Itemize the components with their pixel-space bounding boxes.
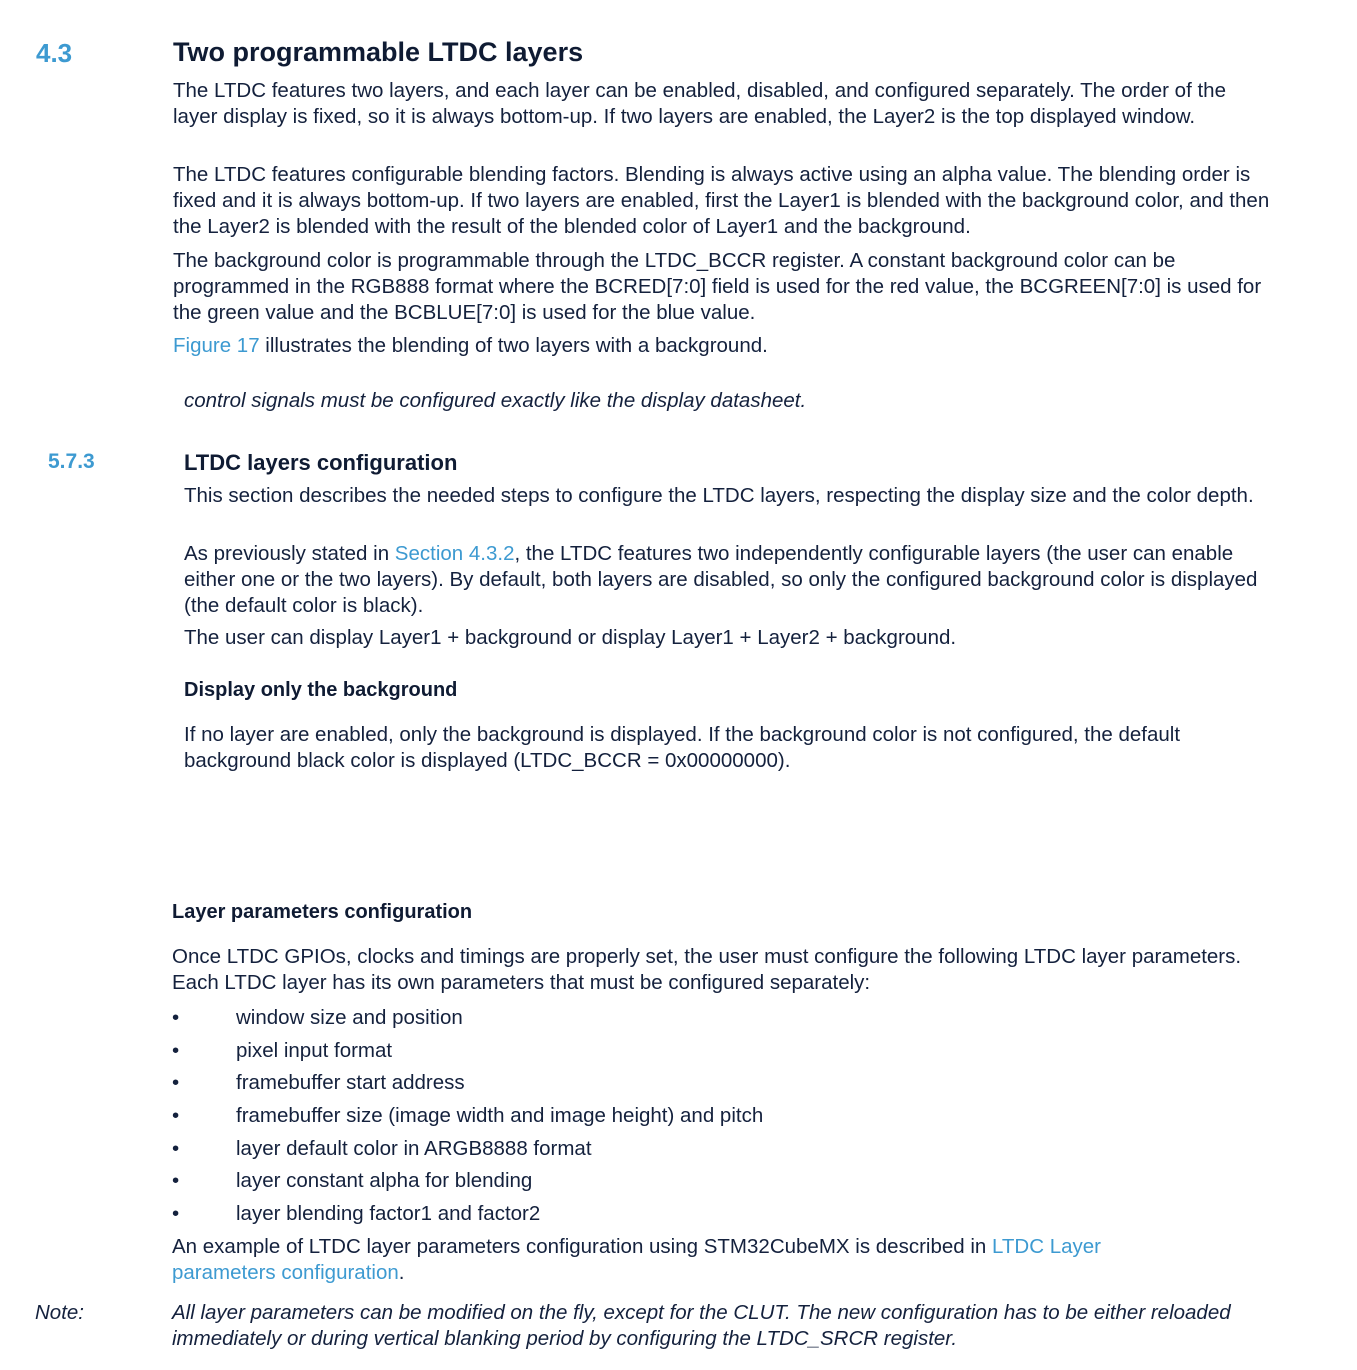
paragraph-text: As previously stated in: [184, 542, 395, 565]
paragraph-text: illustrates the blending of two layers with a background.: [259, 334, 768, 357]
bullet-icon: •: [172, 1169, 180, 1193]
section-number: 4.3: [36, 38, 73, 68]
subsection-title: Layer parameters configuration: [172, 901, 473, 923]
list-item: • window size and position: [172, 1006, 463, 1029]
paragraph: This section describes the needed steps to configure the LTDC layers, respecting the display size and the color depth.: [184, 484, 1254, 507]
note-label: Note:: [35, 1301, 84, 1324]
section-number: 5.7.3: [48, 450, 95, 473]
bullet-icon: •: [172, 1202, 180, 1226]
paragraph: If no layer are enabled, only the background is displayed. If the background color is not configured, the default background black color is displayed (LTDC_BCCR = 0x00000000).: [184, 723, 1181, 772]
list-item: • layer blending factor1 and factor2: [172, 1202, 541, 1226]
paragraph: The LTDC features configurable blending factors. Blending is always active using an alpha value. The blending order is fixed and it is always bottom-up. If two layers are enabled, first the Layer1 is blended with the background color, and then the Layer2 is blended with the result of the blended color of Layer1 and the background.: [173, 163, 1270, 238]
list-item: • framebuffer start address: [172, 1071, 465, 1095]
config-link[interactable]: LTDC Layer parameters configuration: [172, 1235, 1101, 1284]
list-item: • framebuffer size (image width and image height) and pitch: [172, 1104, 764, 1128]
section-title: LTDC layers configuration: [184, 450, 458, 475]
bullet-icon: •: [172, 1071, 180, 1095]
paragraph: The LTDC features two layers, and each layer can be enabled, disabled, and configured separately. The order of the layer display is fixed, so it is always bottom-up. If two layers are enabled, the Layer2 is the top displayed window.: [173, 79, 1226, 128]
list-item: • pixel input format: [172, 1038, 393, 1062]
paragraph-text: .: [398, 1261, 405, 1284]
bullet-icon: •: [172, 1038, 180, 1062]
parameter-list: [172, 1005, 1272, 1234]
note-text: All layer parameters can be modified on the fly, except for the CLUT. The new configuration has to be either reloaded immediately or during vertical blanking period by configuring the LTDC_SRCR register.: [172, 1301, 1231, 1350]
paragraph: [172, 1234, 1172, 1286]
list-item: • layer default color in ARGB8888 format: [172, 1136, 592, 1160]
paragraph-text: An example of LTDC layer parameters configuration using STM32CubeMX is described in: [172, 1235, 992, 1258]
bullet-icon: •: [172, 1136, 180, 1160]
paragraph-text: , the LTDC features two independently configurable layers (the user can enable either one or the two layers). By default, both layers are disabled, so only the configured background color is displayed (the default color is black).: [184, 542, 1258, 617]
section-link[interactable]: Section 4.3.2: [394, 542, 515, 565]
bullet-icon: •: [172, 1006, 180, 1029]
subsection-title: Display only the background: [184, 679, 458, 701]
paragraph: The user can display Layer1 + background or display Layer1 + Layer2 + background.: [184, 626, 957, 649]
figure-link[interactable]: Figure 17: [173, 334, 260, 357]
paragraph: [184, 541, 1274, 619]
paragraph: [173, 333, 1273, 359]
bullet-icon: •: [172, 1104, 180, 1128]
paragraph: Once LTDC GPIOs, clocks and timings are properly set, the user must configure the following LTDC layer parameters. Each LTDC layer has its own parameters that must be configured separately:: [172, 945, 1242, 994]
list-item: • layer constant alpha for blending: [172, 1169, 533, 1193]
section-title: Two programmable LTDC layers: [173, 37, 584, 67]
italic-fragment: control signals must be configured exactly like the display datasheet.: [184, 389, 807, 412]
paragraph: The background color is programmable through the LTDC_BCCR register. A constant background color can be programmed in the RGB888 format where the BCRED[7:0] field is used for the red value, the BCGREEN[7:0] is used for the green value and the BCBLUE[7:0] is used for the blue value.: [173, 249, 1262, 324]
